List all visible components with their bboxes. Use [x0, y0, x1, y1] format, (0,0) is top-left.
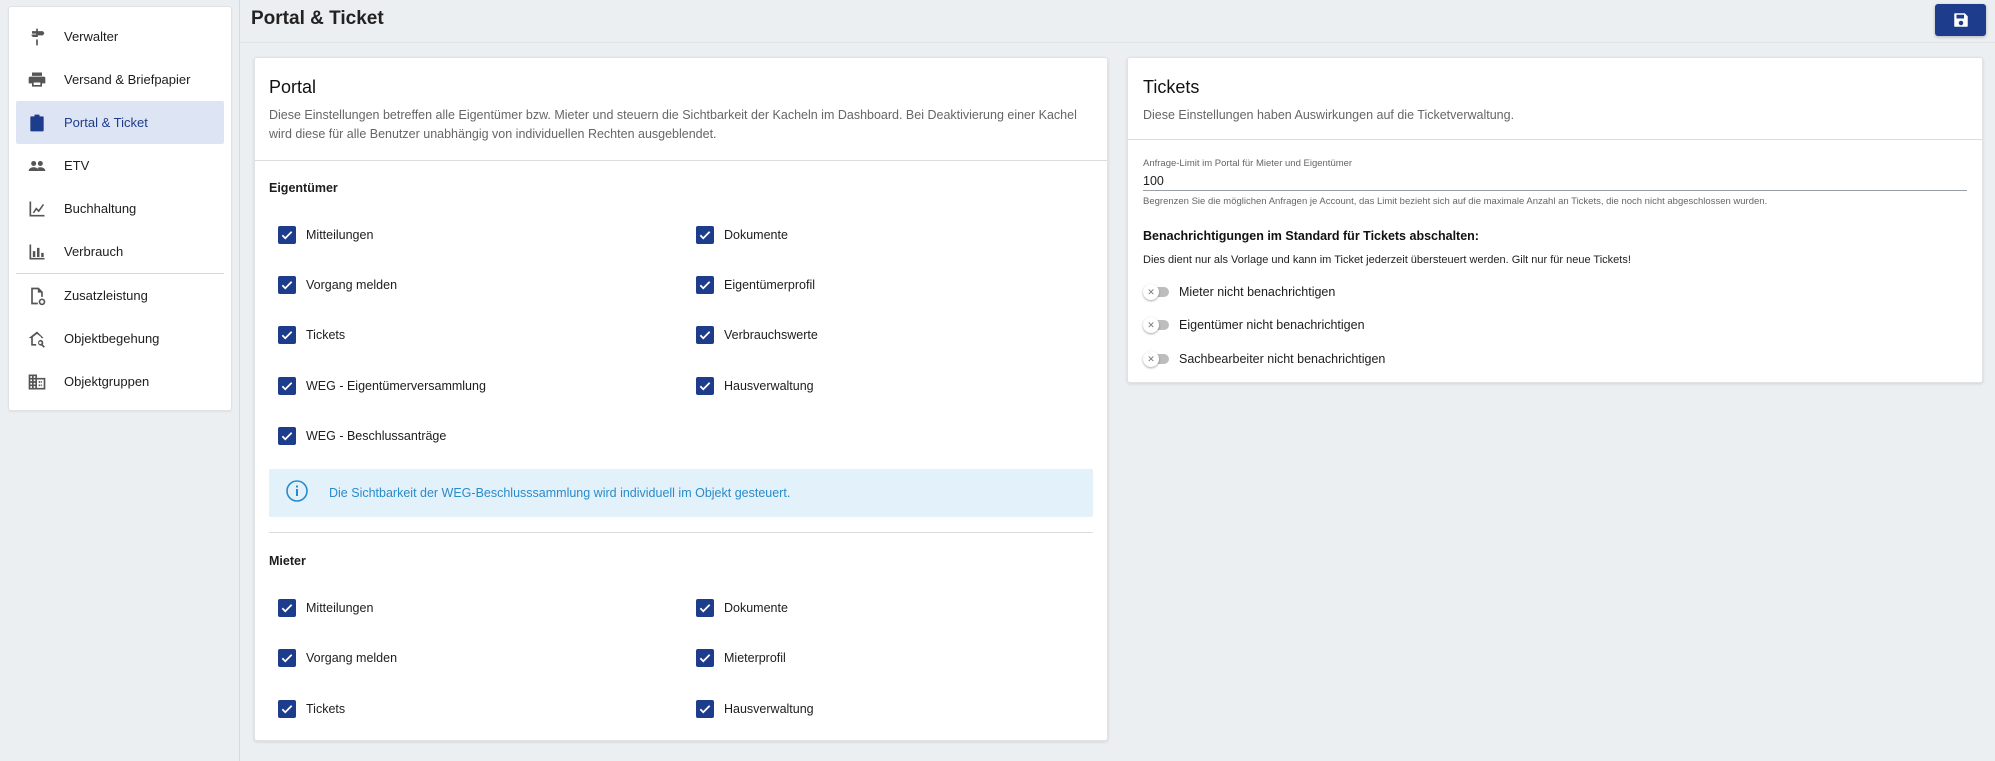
checkbox-checked[interactable] [278, 599, 296, 617]
tenant-checkbox-dokumente[interactable] [696, 599, 788, 617]
tickets-description: Diese Einstellungen haben Auswirkungen auf die Ticketverwaltung. [1143, 108, 1515, 122]
owner-checkbox-dokumente[interactable] [696, 226, 788, 244]
check-icon [280, 702, 294, 716]
house-search-icon [26, 328, 48, 350]
tenant-checkbox-hausverwaltung[interactable] [696, 700, 814, 718]
checkbox-checked[interactable] [278, 427, 296, 445]
close-icon: ✕ [1143, 351, 1159, 367]
save-icon [1952, 11, 1970, 29]
notify-heading: Benachrichtigungen im Standard für Tickets abschalten: [1143, 229, 1479, 243]
owner-checkbox-vorgang-melden[interactable] [278, 276, 397, 294]
checkbox-checked[interactable] [278, 226, 296, 244]
bar-chart-icon [26, 241, 48, 263]
checkbox-label: Tickets [306, 328, 346, 342]
sidebar-item-label: Verwalter [64, 29, 119, 44]
checkbox-checked[interactable] [696, 326, 714, 344]
check-icon [280, 379, 294, 393]
checkbox-checked[interactable] [696, 700, 714, 718]
toggle-label: Sachbearbeiter nicht benachrichtigen [1179, 352, 1386, 366]
toggle-eigentuemer-nicht-benachrichtigen[interactable] [1143, 317, 1365, 333]
sidebar-item-objektgruppen[interactable] [16, 360, 224, 403]
tenant-section-title: Mieter [269, 554, 306, 568]
limit-input[interactable] [1143, 171, 1967, 191]
close-icon: ✕ [1143, 317, 1159, 333]
sidebar-item-label: ETV [64, 158, 90, 173]
notify-note: Dies dient nur als Vorlage und kann im Ticket jederzeit übersteuert werden. Gilt nur für neue Tickets! [1143, 254, 1631, 266]
header-divider [240, 42, 1995, 43]
portal-title: Portal [269, 77, 317, 97]
sidebar-item-label: Objektgruppen [64, 374, 150, 389]
check-icon [280, 328, 294, 342]
check-icon [698, 228, 712, 242]
sidebar-item-label: Objektbegehung [64, 331, 160, 346]
checkbox-label: Vorgang melden [306, 278, 398, 292]
document-coin-icon [26, 285, 48, 307]
checkbox-checked[interactable] [278, 649, 296, 667]
check-icon [280, 651, 294, 665]
checkbox-label: Vorgang melden [306, 651, 398, 665]
toggle-switch[interactable] [1143, 284, 1169, 300]
owner-checkbox-hausverwaltung[interactable] [696, 377, 814, 395]
tenant-checkbox-mieterprofil[interactable] [696, 649, 786, 667]
building-icon [26, 371, 48, 393]
tickets-header-divider [1128, 139, 1982, 140]
checkbox-label: Verbrauchswerte [724, 328, 818, 342]
tenant-checkbox-tickets[interactable] [278, 700, 345, 718]
checkbox-label: Mitteilungen [306, 228, 374, 242]
info-banner [269, 469, 1093, 517]
owner-checkbox-verbrauchswerte[interactable] [696, 326, 818, 344]
sidebar-item-buchhaltung[interactable] [16, 187, 224, 230]
clipboard-icon [26, 112, 48, 134]
checkbox-checked[interactable] [696, 649, 714, 667]
tenant-checkbox-vorgang-melden[interactable] [278, 649, 397, 667]
sidebar-item-label: Zusatzleistung [64, 288, 148, 303]
check-icon [698, 328, 712, 342]
owner-checkbox-weg-beschlussantraege[interactable] [278, 427, 446, 445]
checkbox-label: Dokumente [724, 601, 788, 615]
checkbox-label: Hausverwaltung [724, 379, 814, 393]
sidebar-item-label: Buchhaltung [64, 201, 137, 216]
check-icon [698, 278, 712, 292]
check-icon [280, 429, 294, 443]
sidebar-item-objektbegehung[interactable] [16, 317, 224, 360]
group-icon [26, 155, 48, 177]
owner-checkbox-tickets[interactable] [278, 326, 345, 344]
owner-section-title: Eigentümer [269, 181, 338, 195]
sidebar-item-verbrauch[interactable] [16, 230, 224, 273]
check-icon [698, 379, 712, 393]
checkbox-checked[interactable] [696, 226, 714, 244]
close-icon: ✕ [1143, 284, 1159, 300]
page-title: Portal & Ticket [251, 8, 384, 29]
tenant-checkbox-mitteilungen[interactable] [278, 599, 373, 617]
sidebar-item-zusatzleistung[interactable] [16, 274, 224, 317]
checkbox-label: Mitteilungen [306, 601, 374, 615]
sidebar-item-label: Portal & Ticket [64, 115, 148, 130]
check-icon [280, 228, 294, 242]
sidebar [8, 6, 232, 411]
limit-hint: Begrenzen Sie die möglichen Anfragen je Account, das Limit bezieht sich auf die maximale Anzahl an Tickets, die noch nicht abgeschlossen wurden. [1143, 196, 1768, 207]
checkbox-label: WEG - Beschlussanträge [306, 429, 447, 443]
checkbox-checked[interactable] [696, 599, 714, 617]
toggle-label: Eigentümer nicht benachrichtigen [1179, 318, 1365, 332]
checkbox-checked[interactable] [696, 276, 714, 294]
chart-icon [26, 198, 48, 220]
info-icon [285, 479, 309, 508]
checkbox-label: WEG - Eigentümerversammlung [306, 379, 486, 393]
checkbox-checked[interactable] [278, 377, 296, 395]
section-divider [269, 532, 1093, 533]
portal-card [254, 57, 1108, 741]
toggle-label: Mieter nicht benachrichtigen [1179, 285, 1336, 299]
checkbox-checked[interactable] [696, 377, 714, 395]
owner-checkbox-weg-eigentuemerversammlung[interactable] [278, 377, 486, 395]
check-icon [698, 651, 712, 665]
signpost-icon [26, 26, 48, 48]
sidebar-item-etv[interactable] [16, 144, 224, 187]
checkbox-label: Tickets [306, 702, 346, 716]
sidebar-item-label: Versand & Briefpapier [64, 72, 191, 87]
toggle-switch[interactable] [1143, 317, 1169, 333]
checkbox-label: Mieterprofil [724, 651, 786, 665]
sidebar-item-versand[interactable] [16, 58, 224, 101]
toggle-sachbearbeiter-nicht-benachrichtigen[interactable] [1143, 351, 1385, 367]
check-icon [698, 601, 712, 615]
limit-field-label: Anfrage-Limit im Portal für Mieter und Eigentümer [1143, 158, 1353, 169]
tickets-card [1127, 57, 1983, 383]
sidebar-area [0, 0, 240, 761]
owner-checkbox-eigentuemerprofil[interactable] [696, 276, 815, 294]
checkbox-label: Eigentümerprofil [724, 278, 816, 292]
toggle-mieter-nicht-benachrichtigen[interactable] [1143, 284, 1335, 300]
checkbox-checked[interactable] [278, 326, 296, 344]
check-icon [280, 601, 294, 615]
checkbox-checked[interactable] [278, 700, 296, 718]
info-text: Die Sichtbarkeit der WEG-Beschlusssammlung wird individuell im Objekt gesteuert. [329, 486, 791, 500]
owner-checkbox-mitteilungen[interactable] [278, 226, 373, 244]
sidebar-item-verwalter[interactable] [16, 15, 224, 58]
checkbox-label: Dokumente [724, 228, 788, 242]
check-icon [280, 278, 294, 292]
toggle-switch[interactable] [1143, 351, 1169, 367]
check-icon [698, 702, 712, 716]
checkbox-label: Hausverwaltung [724, 702, 814, 716]
tickets-title: Tickets [1143, 77, 1200, 97]
sidebar-item-portal-ticket[interactable] [16, 101, 224, 144]
portal-header-divider [255, 160, 1107, 161]
printer-icon [26, 69, 48, 91]
sidebar-item-label: Verbrauch [64, 244, 124, 259]
portal-description: Diese Einstellungen betreffen alle Eigentümer bzw. Mieter und steuern die Sichtbarkeit der Kacheln im Dashboard. Bei Deaktivierung einer Kachel wird diese für alle Benutzer unabhängig von individuellen Rechten ausgeblendet. [269, 108, 1077, 141]
save-button[interactable] [1935, 4, 1986, 36]
checkbox-checked[interactable] [278, 276, 296, 294]
